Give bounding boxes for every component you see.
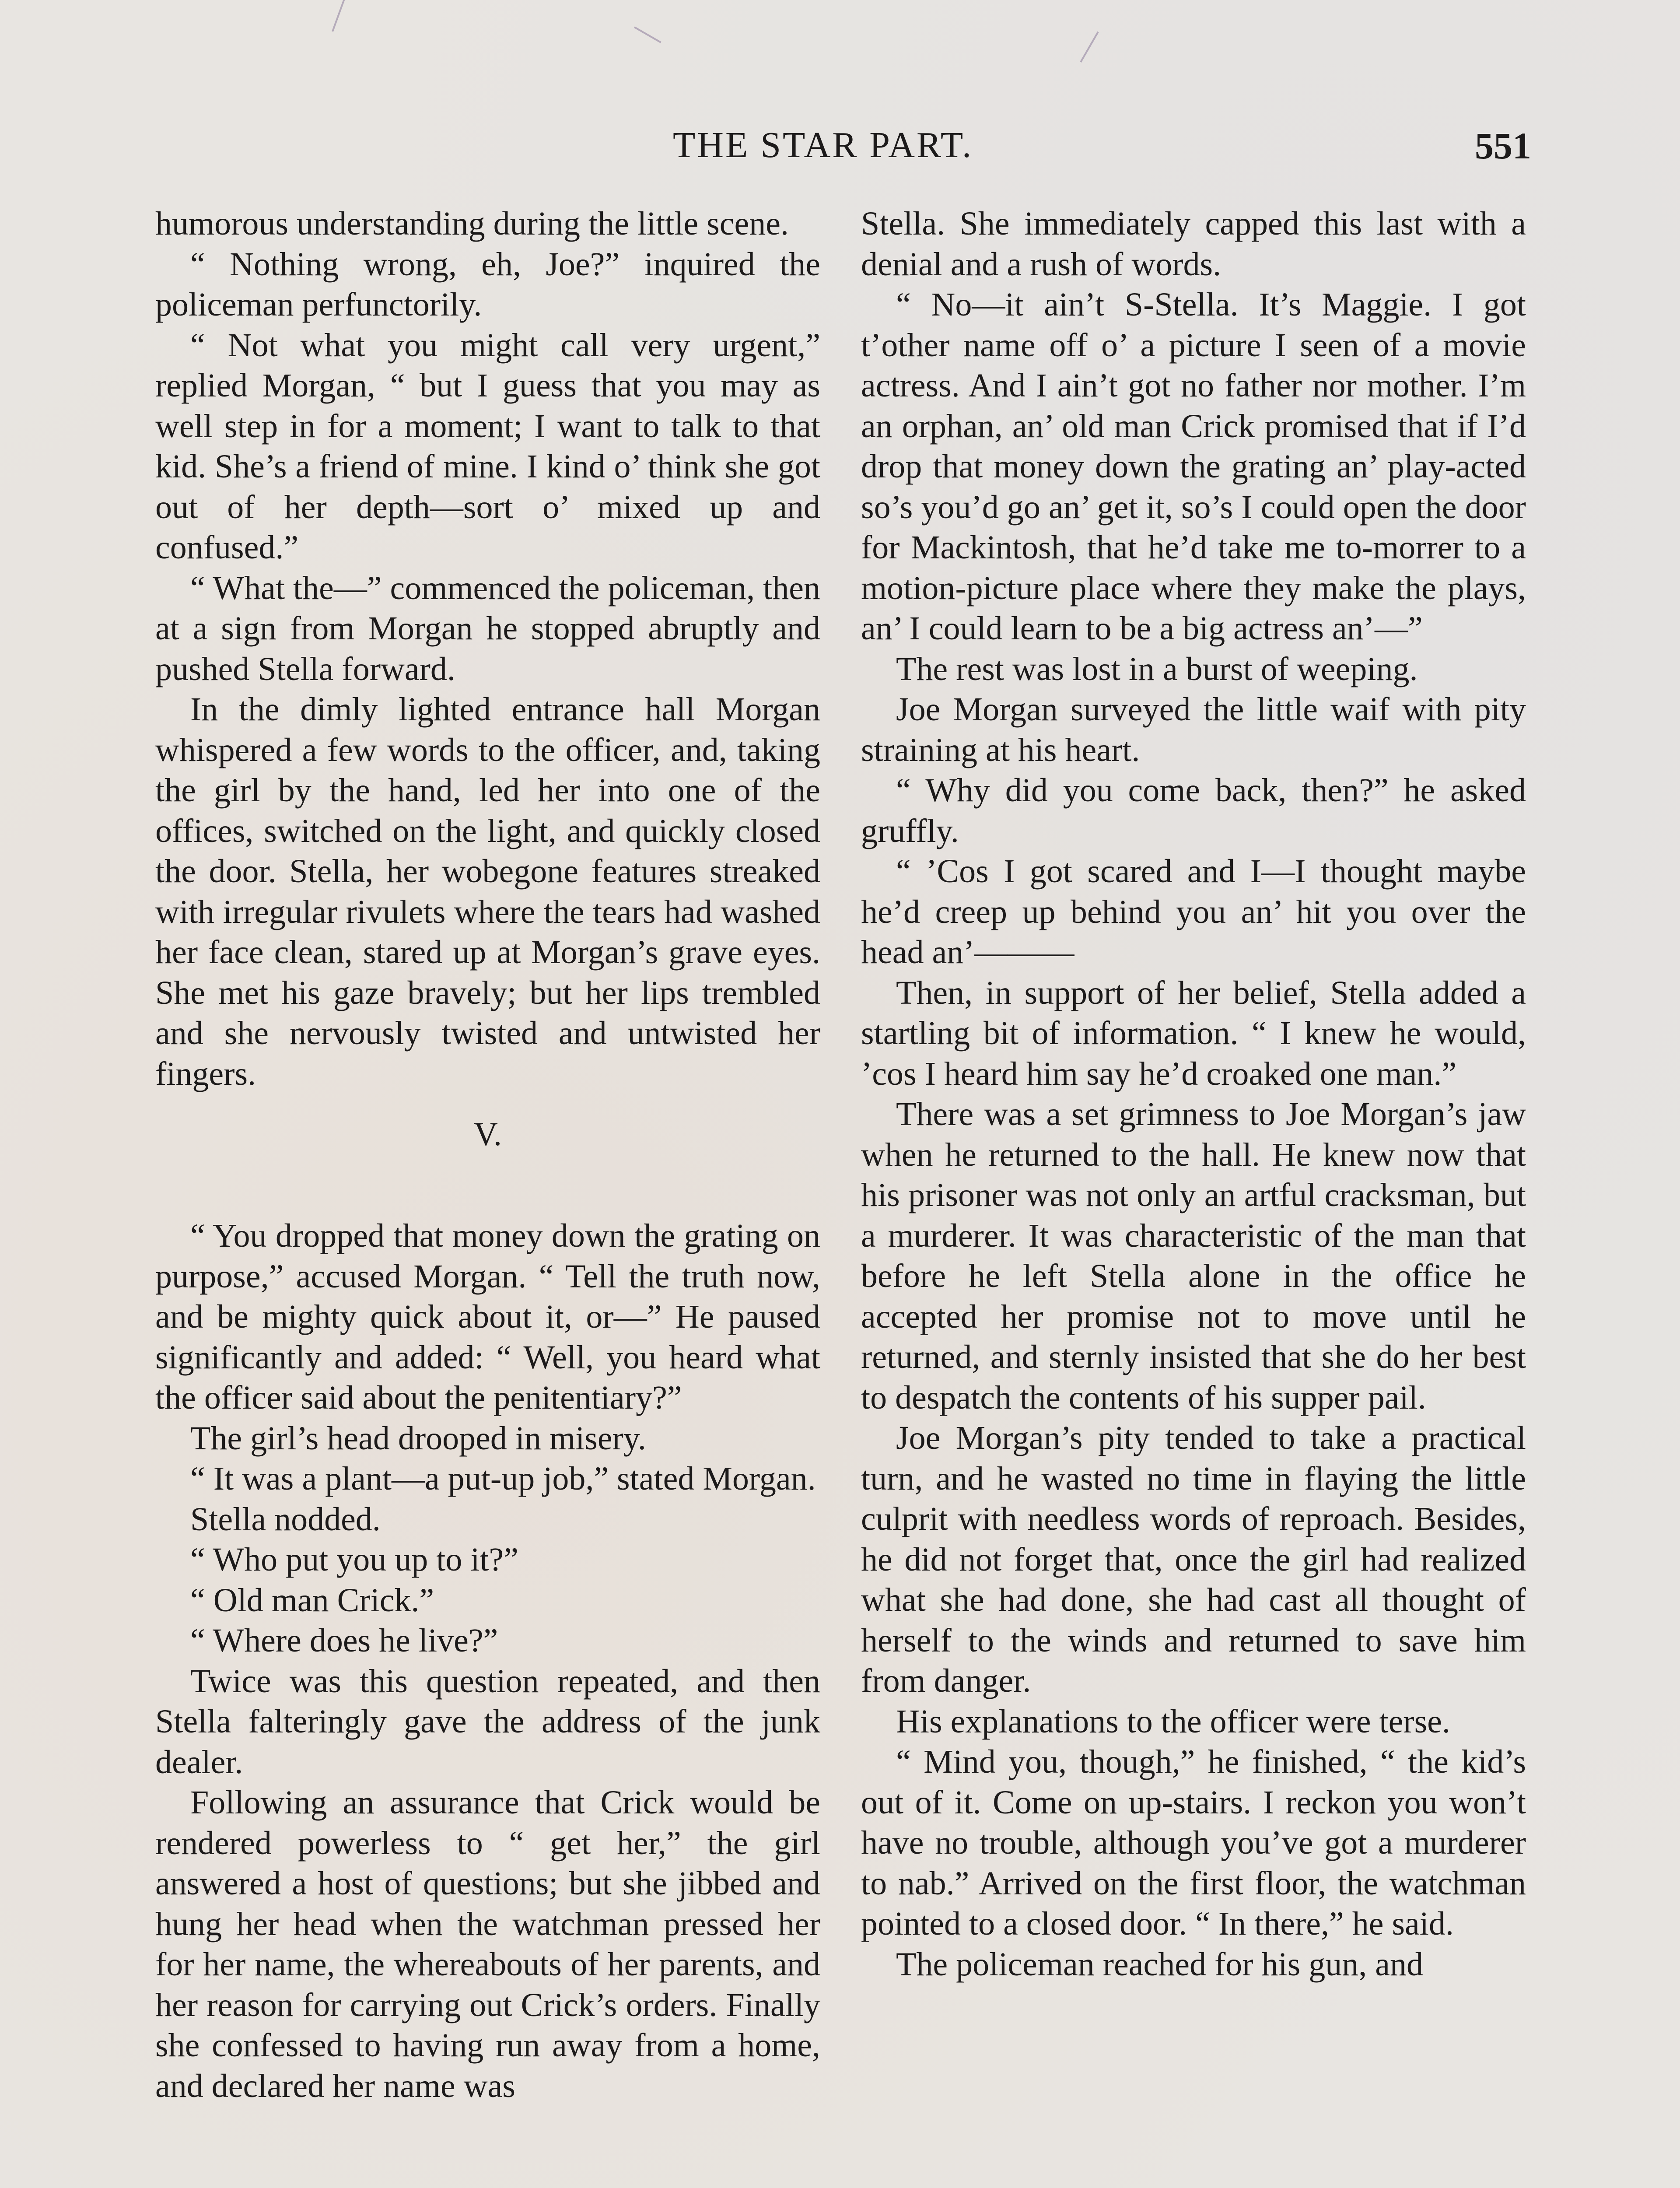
paragraph: Following an assurance that Crick would be rendered powerless to “ get her,” the girl answered a host of questions; but she jibbed and hung her head when the watchman pressed her for her name, the whereabouts of her parents, and her reason for carrying out Crick’s orders. Finally she confessed to having run away from a home, and declared her name was (155, 1784, 820, 2104)
paper-scratch-mark (634, 26, 662, 43)
paragraph: In the dimly lighted entrance hall Morgan whispered a few words to the officer, and, taking the girl by the hand, led her into one of the offices, switched on the light, and quickly closed the door. Stella, her wobegone features streaked with irregular rivulets where the tears had washed her face clean, stared up at Morgan’s grave eyes. She met his gaze bravely; but her lips trembled and she nervously twisted and untwisted her fingers. (155, 691, 820, 1092)
right-column (861, 203, 1526, 1985)
paragraph: Joe Morgan’s pity tended to take a practical turn, and he wasted no time in flaying the little culprit with needless words of reproach. Besides, he did not forget that, once the girl had realized what she had done, she had cast all thought of herself to the winds and returned to save him from danger. (861, 1420, 1526, 1699)
paragraph: “ Mind you, though,” he finished, “ the kid’s out of it. Come on up-stairs. I reckon you won’t have no trouble, although you’ve got a murderer to nab.” Arrived on the first floor, the watchman pointed to a closed door. “ In there,” he said. (861, 1743, 1526, 1942)
paragraph: “ No—it ain’t S-Stella. It’s Maggie. I got t’other name off o’ a picture I seen of a movie actress. And I ain’t got no father nor mother. I’m an orphan, an’ old man Crick promised that if I’d drop that money down the grating an’ play-acted so’s you’d go an’ get it, so’s I could open the door for Mackintosh, that he’d take me to-morrer to a motion-picture place where they make the plays, an’ I could learn to be a big actress an’—” (861, 286, 1526, 647)
paragraph: The policeman reached for his gun, and (896, 1946, 1423, 1983)
paragraph: Stella nodded. (190, 1501, 381, 1538)
paragraph: “ Where does he live?” (190, 1622, 498, 1659)
paragraph: “ You dropped that money down the grating on purpose,” accused Morgan. “ Tell the truth now, and be mighty quick about it, or—” He paused significantly and added: “ Well, you heard what the officer said about the penitentiary?” (155, 1217, 820, 1416)
paper-scratch-mark (1080, 32, 1099, 63)
paragraph: There was a set grimness to Joe Morgan’s jaw when he returned to the hall. He knew now that his prisoner was not only an artful cracksman, but a murderer. It was characteristic of the man that before he left Stella alone in the office he accepted her promise not to move until he returned, and sternly insisted that she do her best to despatch the contents of his supper pail. (861, 1096, 1526, 1416)
paragraph: Joe Morgan surveyed the little waif with pity straining at his heart. (861, 691, 1526, 768)
paragraph: “ What the—” commenced the policeman, then at a sign from Morgan he stopped abruptly and pushed Stella forward. (155, 569, 820, 687)
paragraph: Then, in support of her belief, Stella added a startling bit of information. “ I knew he would, ’cos I heard him say he’d croaked one man.” (861, 974, 1526, 1092)
left-column (155, 203, 820, 2106)
paragraph: His explanations to the officer were terse. (896, 1703, 1450, 1740)
paragraph: “ Why did you come back, then?” he asked gruffly. (861, 772, 1526, 849)
running-head: THE STAR PART. (673, 125, 973, 165)
paragraph: “ Nothing wrong, eh, Joe?” inquired the policeman perfunctorily. (155, 245, 820, 323)
paragraph: Twice was this question repeated, and then Stella falteringly gave the address of the junk dealer. (155, 1662, 820, 1781)
paragraph: The girl’s head drooped in misery. (190, 1420, 646, 1457)
section-heading: V. (473, 1116, 502, 1153)
paper-scratch-mark (332, 0, 351, 32)
paragraph: The rest was lost in a burst of weeping. (896, 650, 1418, 687)
paragraph: “ Old man Crick.” (190, 1581, 434, 1619)
paragraph: “ ’Cos I got scared and I—I thought maybe he’d creep up behind you an’ hit you over the head an’——— (861, 853, 1526, 971)
page-number: 551 (1475, 125, 1531, 167)
paragraph: “ Not what you might call very urgent,” replied Morgan, “ but I guess that you may as well step in for a moment; I want to talk to that kid. She’s a friend of mine. I kind o’ think she got out of her depth—sort o’ mixed up and confused.” (155, 326, 820, 566)
paragraph: humorous understanding during the little scene. (155, 205, 789, 242)
paragraph: Stella. She immediately capped this last with a denial and a rush of words. (861, 205, 1526, 283)
paragraph: “ It was a plant—a put-up job,” stated Morgan. (190, 1460, 816, 1497)
paragraph: “ Who put you up to it?” (190, 1541, 519, 1578)
